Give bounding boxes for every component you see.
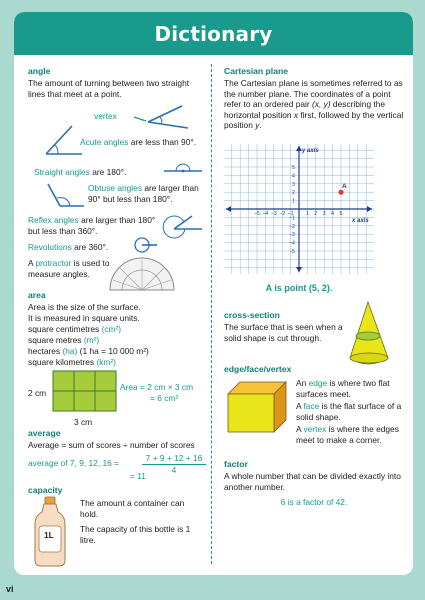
revolution-term: Revolutions	[28, 242, 72, 252]
y-tick-label: −4	[289, 240, 295, 247]
angle-heading: angle	[28, 66, 51, 76]
sqcm-unit: (cm²)	[101, 324, 122, 334]
obtuse-text	[88, 183, 206, 204]
reflex-rest: are larger than 180° but less than 360°.	[28, 215, 156, 236]
ha-unit: (ha)	[62, 346, 78, 356]
dictionary-page	[14, 12, 413, 575]
protractor-icon	[108, 256, 176, 292]
revolution-text	[28, 242, 108, 253]
face-rest: is the flat surface of a solid shape.	[296, 401, 402, 422]
reflex-angle-icon	[163, 216, 202, 238]
y-tick-label: 3	[292, 181, 295, 188]
cartesian-def-x: x	[293, 109, 299, 120]
factor-heading: factor	[224, 459, 248, 469]
acute-text	[80, 137, 196, 148]
cross-section-heading: cross-section	[224, 310, 280, 320]
straight-term: Straight angles	[34, 167, 90, 177]
cube-icon	[226, 380, 288, 434]
average-example: average of 7, 9, 12, 16 =	[28, 458, 120, 468]
vertex-term: vertex	[303, 424, 327, 434]
cartesian-def-d: .	[259, 120, 262, 131]
x-tick-label: 2	[314, 211, 318, 217]
revolution-rest: are 360°.	[71, 242, 109, 252]
cartesian-def-a: The Cartesian plane is sometimes referred to as the number plane. The coordinates of a point refer to an ordered pair	[224, 78, 403, 110]
acute-angle-icon	[46, 126, 82, 154]
revolution-icon	[132, 234, 158, 256]
y-tick-label: −2	[289, 223, 295, 230]
cartesian-heading: Cartesian plane	[224, 66, 288, 76]
area-heading: area	[28, 290, 46, 300]
edge-pre: An	[296, 378, 309, 388]
cartesian-def-b: describing the horizontal position	[224, 99, 386, 120]
vertex-text	[296, 424, 408, 445]
protractor-term: protractor	[35, 258, 72, 268]
capacity-line2: The capacity of this bottle is 1 litre.	[80, 524, 191, 545]
cartesian-plane	[224, 144, 374, 274]
straight-text	[34, 167, 126, 178]
area-line1: Area is the size of the surface.	[28, 302, 141, 312]
acute-rest: are less than 90°.	[128, 137, 197, 147]
average-denominator: 4	[171, 465, 177, 475]
y-tick-label: 1	[292, 198, 295, 205]
protractor-text	[28, 258, 112, 279]
area-side-label: 2 cm	[28, 388, 47, 398]
acute-angle-vertex-icon	[148, 106, 188, 128]
angle-definition: The amount of turning between two straight lines that meet at a point.	[28, 78, 190, 99]
x-arrow-left	[226, 206, 231, 212]
sqm-text: square metres	[28, 335, 84, 345]
factor-example: 6 is a factor of 42.	[280, 497, 348, 507]
x-tick-label: −3	[270, 211, 277, 217]
vertex-label: vertex	[94, 111, 117, 121]
sqm-unit: (m²)	[83, 335, 100, 345]
x-tick-label: −2	[279, 211, 286, 217]
x-tick-label: −4	[262, 211, 269, 217]
average-result: = 11	[130, 471, 146, 481]
vertex-pre: A	[296, 424, 304, 434]
y-tick-label: −3	[289, 232, 295, 239]
y-tick-label: 5	[292, 165, 295, 171]
area-sqkm	[28, 357, 116, 368]
obtuse-rest: are larger than 90° but less than 180°.	[88, 183, 199, 204]
sqkm-text: square kilometres	[28, 357, 97, 367]
edge-term: edge	[308, 378, 328, 388]
edge-text	[296, 378, 408, 399]
area-bottom-label: 3 cm	[74, 417, 93, 427]
column-divider	[211, 64, 212, 564]
cartesian-caption: A is point (5, 2).	[265, 283, 333, 293]
area-sqm	[28, 335, 99, 346]
x-tick-label: 5	[339, 211, 343, 217]
bottle-label: 1L	[44, 530, 54, 540]
area-sqcm	[28, 324, 121, 335]
cartesian-def-y: y	[255, 120, 260, 131]
obtuse-angle-icon	[48, 184, 84, 206]
sqcm-text: square centimetres	[28, 324, 102, 334]
obtuse-term: Obtuse angles	[88, 183, 143, 193]
cartesian-definition	[224, 78, 406, 131]
sqkm-unit: (km²)	[96, 357, 116, 367]
y-arrow-down	[296, 267, 302, 272]
cartesian-def-c: first, followed by the vertical position	[224, 109, 404, 131]
factor-definition: A whole number that can be divided exactly into another number.	[224, 471, 401, 492]
reflex-term: Reflex angles	[28, 215, 79, 225]
y-tick-label: 4	[292, 173, 295, 180]
page-title: Dictionary	[154, 21, 273, 46]
edge-rest: is where two flat surfaces meet.	[296, 378, 390, 399]
y-axis-label: y axis	[302, 148, 319, 154]
average-heading: average	[28, 428, 61, 438]
x-tick-label: −5	[254, 211, 260, 217]
average-definition: Average = sum of scores ÷ number of scores	[28, 440, 195, 450]
efv-heading: edge/face/vertex	[224, 364, 292, 374]
vertex-rest: is where the edges meet to make a corner.	[296, 424, 399, 445]
area-grid	[52, 370, 118, 412]
x-tick-label: −1	[287, 211, 294, 217]
area-line2: It is measured in square units.	[28, 313, 140, 323]
protractor-pre: A	[28, 258, 36, 268]
y-tick-label: 2	[292, 190, 295, 197]
capacity-line1: The amount a container can hold.	[80, 498, 185, 519]
area-ha	[28, 346, 149, 357]
cartesian-def-xy: (x, y)	[312, 99, 331, 110]
x-tick-label: 4	[331, 211, 334, 217]
page-number: vi	[6, 584, 14, 594]
straight-angle-icon	[164, 164, 202, 172]
ha-text: hectares	[28, 346, 63, 356]
x-tick-label: 1	[305, 211, 309, 217]
y-tick-label: −5	[289, 249, 295, 255]
y-tick-label: −1	[289, 215, 295, 222]
average-numerator: 7 + 9 + 12 + 16	[145, 453, 203, 463]
vertex-pointer	[134, 117, 146, 121]
face-term: face	[303, 401, 320, 411]
face-pre: A	[296, 401, 304, 411]
cone-cross-section-icon	[344, 300, 394, 372]
x-axis-label: x axis	[352, 218, 369, 224]
capacity-heading: capacity	[28, 485, 63, 495]
area-calc2: = 6 cm²	[150, 393, 179, 403]
cross-section-definition: The surface that is seen when a solid shape is cut through.	[224, 322, 343, 343]
title-banner	[14, 12, 413, 55]
x-tick-label: 3	[322, 211, 326, 217]
x-arrow-right	[367, 206, 372, 212]
area-calc1: Area = 2 cm × 3 cm	[120, 382, 194, 392]
face-text	[296, 401, 408, 422]
reflex-text	[28, 215, 168, 236]
point-a-marker	[338, 190, 343, 195]
point-a-label: A	[342, 183, 347, 191]
ha-rest: (1 ha = 10 000 m²)	[77, 346, 149, 356]
acute-term: Acute angles	[80, 137, 129, 147]
straight-rest: are 180°.	[89, 167, 127, 177]
protractor-rest: is used to measure angles.	[28, 258, 110, 279]
